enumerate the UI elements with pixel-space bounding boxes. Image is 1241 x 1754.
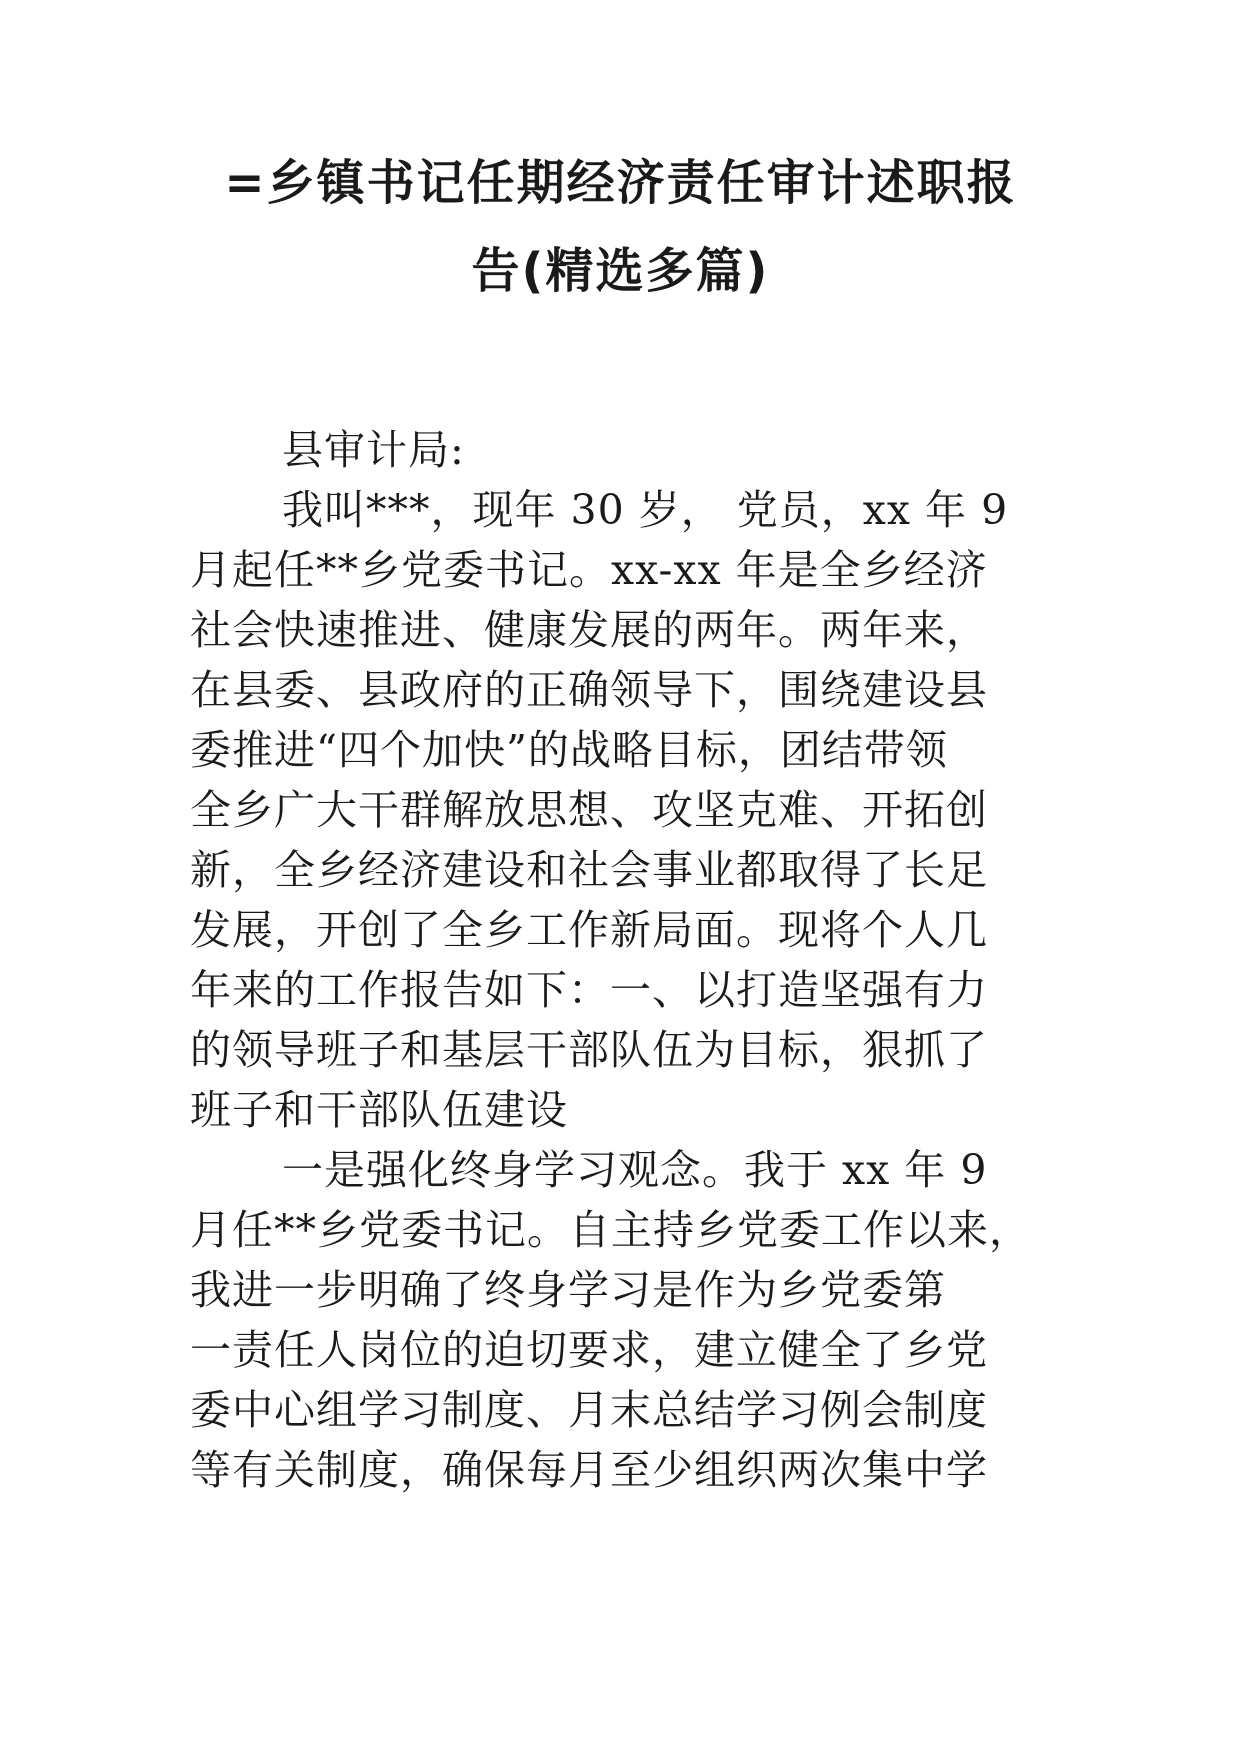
body-line: 社会快速推进、健康发展的两年。两年来， xyxy=(190,606,988,654)
document-body xyxy=(190,420,1070,1500)
body-line: 一是强化终身学习观念。我于 xx 年 9 xyxy=(282,1146,988,1194)
salutation: 县审计局: xyxy=(282,426,465,474)
body-line: 年来的工作报告如下：一、以打造坚强有力 xyxy=(190,966,988,1014)
body-line: 一责任人岗位的迫切要求，建立健全了乡党 xyxy=(190,1326,988,1374)
title-line-2: 告(精选多篇) xyxy=(471,243,770,299)
document-title xyxy=(0,155,1241,299)
body-line: 新，全乡经济建设和社会事业都取得了长足 xyxy=(190,846,988,894)
body-line: 等有关制度，确保每月至少组织两次集中学 xyxy=(190,1446,988,1494)
body-line: 在县委、县政府的正确领导下，围绕建设县 xyxy=(190,666,988,714)
title-line-1: =乡镇书记任期经济责任审计述职报 xyxy=(224,155,1017,211)
body-line: 我进一步明确了终身学习是作为乡党委第 xyxy=(190,1266,946,1314)
body-line: 委中心组学习制度、月末总结学习例会制度 xyxy=(190,1386,988,1434)
body-line: 发展，开创了全乡工作新局面。现将个人几 xyxy=(190,906,988,954)
body-line: 班子和干部队伍建设 xyxy=(190,1086,568,1134)
body-paragraphs xyxy=(190,480,1070,1500)
body-line: 全乡广大干群解放思想、攻坚克难、开拓创 xyxy=(190,786,988,834)
body-line: 委推进“四个加快”的战略目标，团结带领 xyxy=(190,726,948,774)
body-line: 月任**乡党委书记。自主持乡党委工作以来， xyxy=(190,1206,1031,1254)
body-line: 的领导班子和基层干部队伍为目标，狠抓了 xyxy=(190,1026,988,1074)
body-line: 我叫***，现年 30 岁， 党员，xx 年 9 xyxy=(282,486,1009,534)
body-line: 月起任**乡党委书记。xx-xx 年是全乡经济 xyxy=(190,546,988,594)
